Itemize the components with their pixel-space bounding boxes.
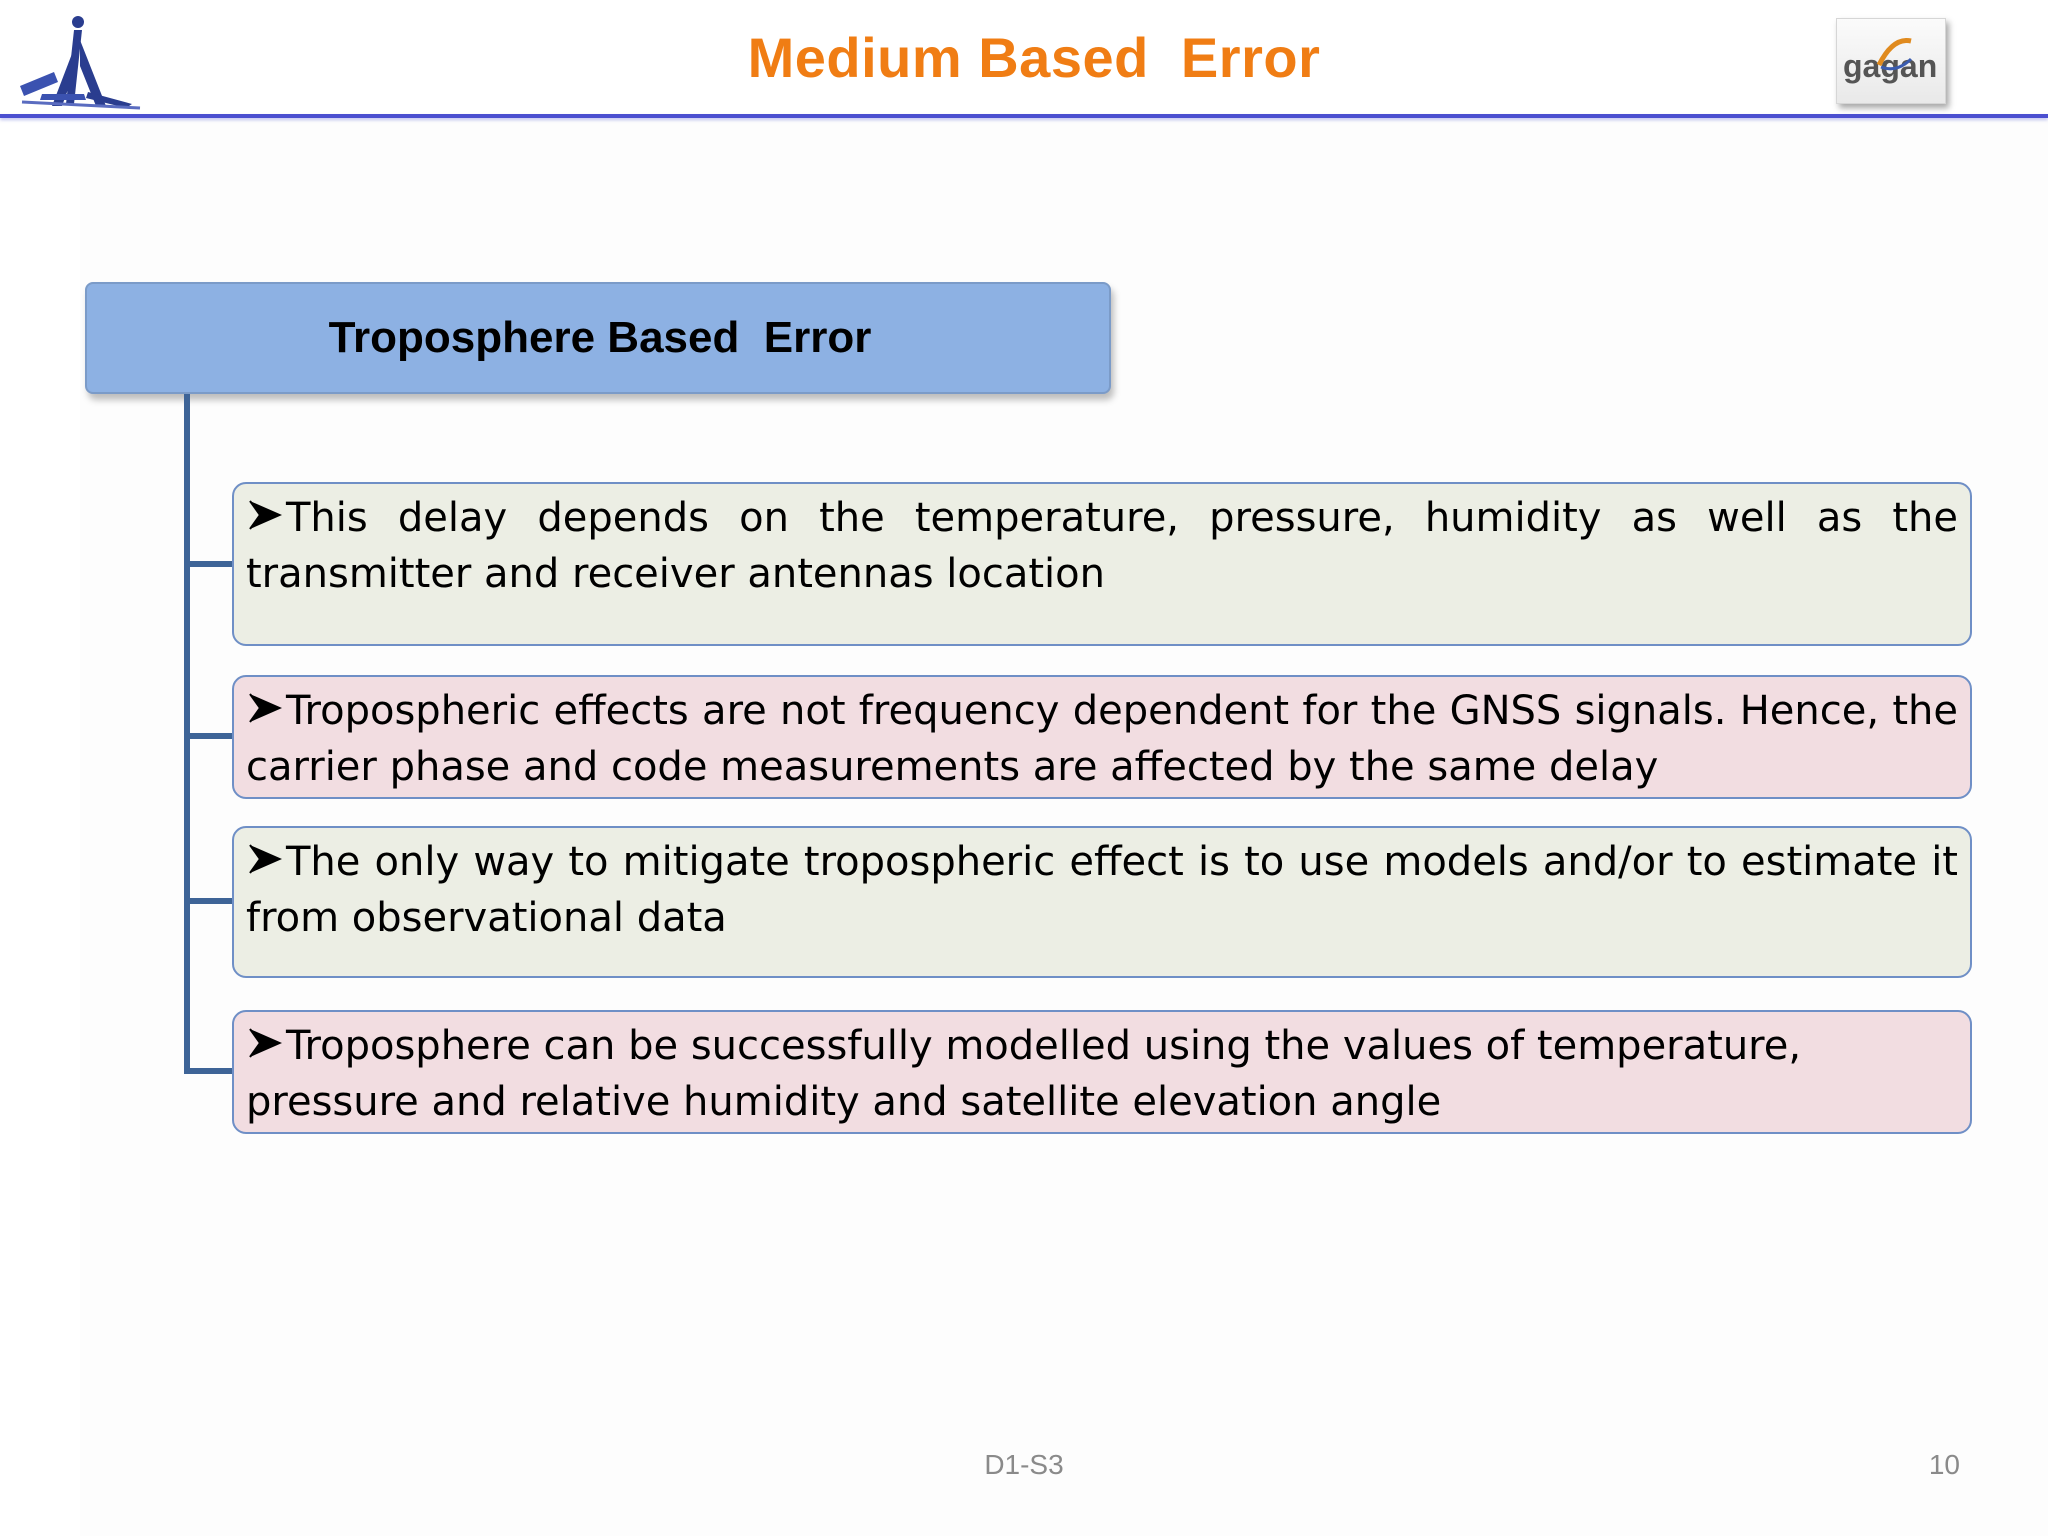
troposphere-heading: Troposphere Based Error <box>328 313 872 362</box>
arrow-bullet-icon <box>246 839 286 879</box>
arrow-bullet-icon <box>246 1023 286 1063</box>
connector-branch-4 <box>184 1068 232 1074</box>
bullet-1 <box>246 490 1958 602</box>
bullet-2-text: Tropospheric effects are not frequency dependent for the GNSS signals. Hence, the carrier phase and code measurements are affected by the same delay <box>246 688 1958 790</box>
connector-branch-1 <box>184 561 232 567</box>
arrow-bullet-icon <box>246 688 286 728</box>
bullet-box-4 <box>232 1010 1972 1134</box>
troposphere-heading-box <box>85 282 1111 394</box>
bullet-3 <box>246 834 1958 946</box>
bullet-box-1 <box>232 482 1972 646</box>
footer-page-number: 10 <box>1928 1449 1960 1480</box>
slide-title: Medium Based Error <box>747 26 1321 89</box>
bullet-box-2 <box>232 675 1972 799</box>
connector-branch-2 <box>184 733 232 739</box>
bullet-3-text: The only way to mitigate tropospheric effect is to use models and/or to estimate it from observational data <box>246 839 1958 941</box>
bullet-1-text: This delay depends on the temperature, pressure, humidity as well as the transmitter and receiver antennas location <box>246 495 1958 597</box>
gagan-logo <box>1836 18 1946 104</box>
connector-branch-3 <box>184 898 232 904</box>
bullet-4-text: Troposphere can be successfully modelled using the values of temperature, pressure and relative humidity and satellite elevation angle <box>246 1023 1802 1125</box>
header-rule <box>0 114 2048 118</box>
gagan-logo-text: gagan <box>1843 48 1938 84</box>
arrow-bullet-icon <box>246 495 286 535</box>
aai-logo-icon <box>14 12 150 116</box>
footer-session-code: D1-S3 <box>984 1449 1064 1480</box>
gagan-logo-icon <box>1837 19 1945 103</box>
bullet-2 <box>246 683 1958 795</box>
bullet-box-3 <box>232 826 1972 978</box>
bullet-4 <box>246 1018 1958 1130</box>
